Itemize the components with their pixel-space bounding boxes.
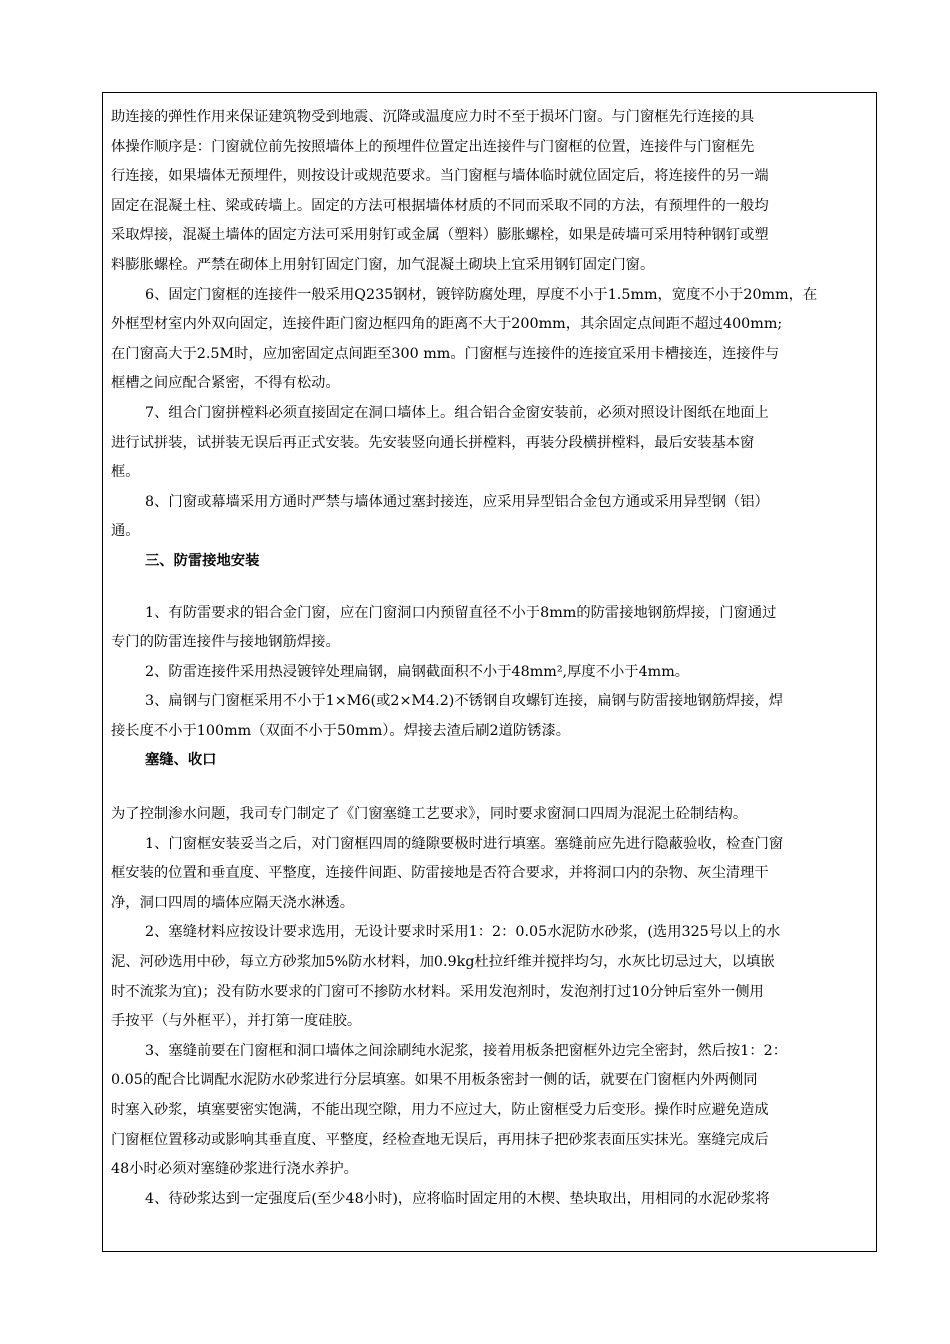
item8-line: 通。 xyxy=(111,523,140,540)
document-frame xyxy=(102,92,877,1252)
seal-item4-line: 4、待砂浆达到一定强度后(至少48小时)，应将临时固定用的木楔、垫块取出，用相同的水泥砂浆将 xyxy=(145,1190,770,1207)
text-line: 助连接的弹性作用来保证建筑物受到地震、沉降或温度应力时不至于损坏门窗。与门窗框先行连接的具 xyxy=(111,109,755,125)
lightning-item1-line: 1、有防雷要求的铝合金门窗，应在门窗洞口内预留直径不小于8mm的防雷接地钢筋焊接，门窗通过 xyxy=(145,604,777,621)
section-heading-seal: 塞缝、收口 xyxy=(145,752,217,769)
spacer xyxy=(111,776,869,800)
text-line: 固定在混凝土柱、梁或砖墙上。固定的方法可根据墙体材质的不同而采取不同的方法，有预埋件的一般均 xyxy=(111,197,769,214)
seal-intro: 为了控制渗水问题，我司专门制定了《门窗塞缝工艺要求》，同时要求窗洞口四周为混泥土砼制结构。 xyxy=(111,806,748,823)
text-line: 行连接，如果墙体无预埋件，则按设计或规范要求。当门窗框与墙体临时就位固定后，将连接件的另一端 xyxy=(111,168,769,185)
item6-line: 在门窗高大于2.5M时，应加密固定点间距至300 mm。门窗框与连接件的连接宜采用卡槽接连，连接件与 xyxy=(111,345,780,362)
document-body xyxy=(103,93,876,1214)
text-line: 体操作顺序是：门窗就位前先按照墙体上的预埋件位置定出连接件与门窗框的位置，连接件与门窗框先 xyxy=(111,138,755,155)
seal-item2-line: 时不流浆为宜)；没有防水要求的门窗可不掺防水材料。采用发泡剂时，发泡剂打过10分钟后室外一侧用 xyxy=(111,983,764,1000)
item6-line: 6、固定门窗框的连接件一般采用Q235钢材，镀锌防腐处理，厚度不小于1.5mm，宽度不小于20mm，在 xyxy=(145,286,818,303)
item6-line: 框槽之间应配合紧密，不得有松动。 xyxy=(111,375,340,392)
section-heading-lightning: 三、防雷接地安装 xyxy=(145,552,260,569)
text-line: 料膨胀螺栓。严禁在砌体上用射钉固定门窗，加气混凝土砌块上宜采用钢钉固定门窗。 xyxy=(111,256,655,273)
spacer xyxy=(111,577,869,599)
item7-line: 进行试拼装，试拼装无误后再正式安装。先安装竖向通长拼樘料，再装分段横拼樘料，最后安装基本窗 xyxy=(111,434,755,451)
item7-line: 框。 xyxy=(111,464,140,481)
seal-item1-line: 1、门窗框安装妥当之后，对门窗框四周的缝隙要极时进行填塞。塞缝前应先进行隐蔽验收，检查门窗 xyxy=(145,835,784,852)
seal-item2-line: 手按平（与外框平），并打第一度硅胶。 xyxy=(111,1013,362,1030)
seal-item2-line: 2、塞缝材料应按设计要求选用，无设计要求时采用1：2：0.05水泥防水砂浆，(选用325号以上的水 xyxy=(145,924,781,941)
seal-item1-line: 净，洞口四周的墙体应隔天浇水淋透。 xyxy=(111,894,355,911)
lightning-item2-line: 2、防雷连接件采用热浸镀锌处理扁钢，扁钢截面积不小于48mm²,厚度不小于4mm。 xyxy=(145,663,690,680)
seal-item3-line: 门窗框位置移动或影响其垂直度、平整度，经检查地无误后，再用抹子把砂浆表面压实抹光。塞缝完成后 xyxy=(111,1131,769,1148)
seal-item2-line: 泥、河砂选用中砂，每立方砂浆加5%防水材料，加0.9kg杜拉纤维并搅拌均匀，水灰比切忌过大，以填嵌 xyxy=(111,954,775,971)
item8-line: 8、门窗或幕墙采用方通时严禁与墙体通过塞封接连，应采用异型铝合金包方通或采用异型钢（铝） xyxy=(145,493,769,510)
lightning-item3-line: 3、扁钢与门窗框采用不小于1×M6(或2×M4.2)不锈钢自攻螺钉连接，扁钢与防雷接地钢筋焊接，焊 xyxy=(145,693,784,710)
item6-line: 外框型材室内外双向固定，连接件距门窗边框四角的距离不大于200mm，其余固定点间距不超过400mm; xyxy=(111,316,783,333)
seal-item1-line: 框安装的位置和垂直度、平整度，连接件间距、防雷接地是否符合要求，并将洞口内的杂物、灰尘清理干 xyxy=(111,865,769,882)
seal-item3-line: 时塞入砂浆，填塞要密实饱满，不能出现空隙，用力不应过大，防止窗框受力后变形。操作时应避免造成 xyxy=(111,1102,769,1118)
lightning-item1-line: 专门的防雷连接件与接地钢筋焊接。 xyxy=(111,634,340,651)
item7-line: 7、组合门窗拼樘料必须直接固定在洞口墙体上。组合铝合金窗安装前，必须对照设计图纸在地面上 xyxy=(145,404,769,421)
seal-item3-line: 3、塞缝前要在门窗框和洞口墙体之间涂刷纯水泥浆，接着用板条把窗框外边完全密封，然后按1：2： xyxy=(145,1042,788,1059)
seal-item3-line: 0.05的配合比调配水泥防水砂浆进行分层填塞。如果不用板条密封一侧的话，就要在门窗框内外两侧同 xyxy=(111,1072,758,1089)
seal-item3-line: 48小时必须对塞缝砂浆进行浇水养护。 xyxy=(111,1161,358,1178)
lightning-item3-line: 接长度不小于100mm（双面不小于50mm）。焊接去渣后刷2道防锈漆。 xyxy=(111,722,571,739)
text-line: 采取焊接，混凝土墙体的固定方法可采用射钉或金属（塑料）膨胀螺栓，如果是砖墙可采用特种钢钉或塑 xyxy=(111,227,769,244)
